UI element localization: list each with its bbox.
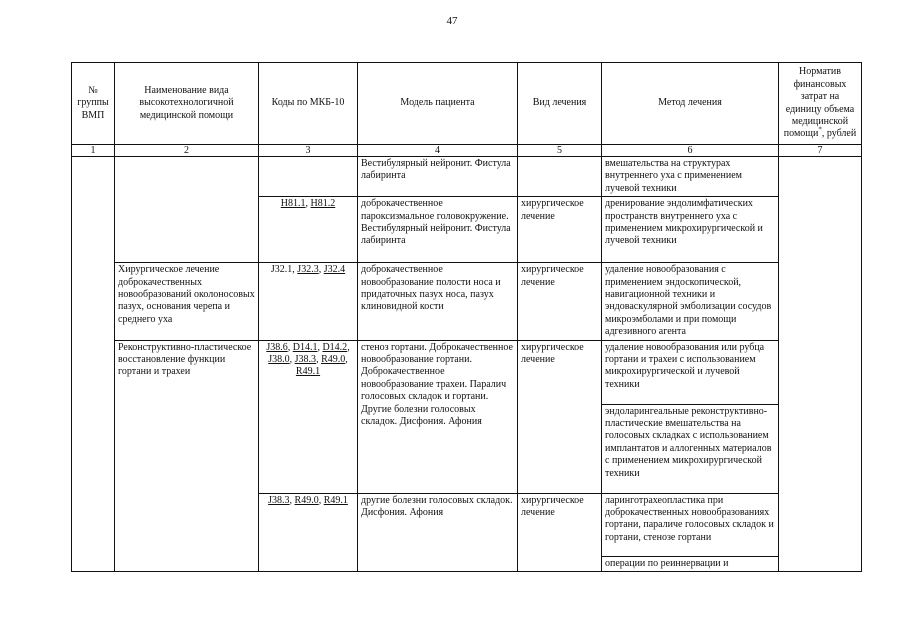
method-cell: ларинготрахеопластика при доброкачественных новообразованиях гортани, параличе голосовых складок и гортани, стенозе гортани: [602, 493, 779, 556]
method-cell: операции по реиннервации и: [602, 556, 779, 571]
treatment-cell: хирургическое лечение: [518, 263, 602, 340]
model-cell: другие болезни голосовых складок. Дисфония. Афония: [358, 493, 518, 571]
icd-code: R49.1: [295, 366, 321, 378]
model-cell: доброкачественное пароксизмальное головокружение. Вестибулярный нейронит. Фистула лабиринта: [358, 197, 518, 263]
codes-cell: J32.1, J32.3, J32.4: [259, 263, 358, 340]
header-treatment: Вид лечения: [518, 63, 602, 145]
icd-code: J32.3: [297, 264, 319, 276]
header-row: [72, 63, 862, 145]
header-norm-text: Норматив финансовых затрат на единицу объема медицинской помощи: [783, 66, 855, 140]
icd-code: D14.2: [322, 341, 348, 353]
column-number: 4: [358, 145, 518, 157]
icd-code: J38.3: [294, 354, 317, 366]
method-cell: дренирование эндолимфатических пространств внутреннего уха с применением микрохирургической и лучевой техники: [602, 197, 779, 263]
header-model: Модель пациента: [358, 63, 518, 145]
table-row: [72, 157, 862, 197]
column-number: 1: [72, 145, 115, 157]
icd-code: H81.2: [310, 198, 336, 210]
method-cell: удаление новообразования или рубца гортани и трахеи с использованием микрохирургической и лучевой техники: [602, 340, 779, 404]
model-cell: доброкачественное новообразование полости носа и придаточных пазух носа, пазух клиновидной кости: [358, 263, 518, 340]
icd-code: J38.3: [268, 494, 290, 506]
method-cell: эндоларингеальные реконструктивно-пластические вмешательства на голосовых складках с использованием имплантатов и аллогенных материалов с применением микрохирургической техники: [602, 404, 779, 493]
table-row: [72, 340, 862, 404]
name-cell: Хирургическое лечение доброкачественных новообразований околоносовых пазух, основания черепа и среднего уха: [115, 263, 259, 340]
header-codes: Коды по МКБ-10: [259, 63, 358, 145]
column-number: 2: [115, 145, 259, 157]
name-cell: Реконструктивно-пластическое восстановление функции гортани и трахеи: [115, 340, 259, 571]
icd-code: D14.1: [292, 341, 318, 353]
codes-cell: H81.1, H81.2: [259, 197, 358, 263]
icd-code: R49.0: [294, 494, 319, 506]
icd-code: J32.4: [323, 264, 346, 276]
name-cell: [115, 157, 259, 263]
treatment-cell: [518, 157, 602, 197]
column-number: 5: [518, 145, 602, 157]
method-cell: удаление новообразования с применением эндоскопической, навигационной техники и эндоваскулярной эмболизации сосудов микроэмболами и при помощи адгезивного агента: [602, 263, 779, 340]
header-norm: [779, 63, 862, 145]
column-number-row: [72, 145, 862, 157]
icd-code: R49.0: [321, 354, 346, 366]
vmp-table: [71, 62, 862, 572]
column-number: 7: [779, 145, 862, 157]
codes-cell: [259, 157, 358, 197]
icd-code: H81.1: [280, 198, 306, 210]
column-number: 3: [259, 145, 358, 157]
treatment-cell: хирургическое лечение: [518, 493, 602, 571]
header-method: Метод лечения: [602, 63, 779, 145]
treatment-cell: хирургическое лечение: [518, 340, 602, 493]
codes-cell: J38.3, R49.0, R49.1: [259, 493, 358, 571]
icd-code: J38.6: [266, 341, 288, 353]
header-norm-unit: , рублей: [821, 128, 857, 140]
header-group: № группы ВМП: [72, 63, 115, 145]
header-norm-footnote-mark: *: [818, 125, 822, 134]
column-number: 6: [602, 145, 779, 157]
group-cell: [72, 157, 115, 572]
icd-code: J38.0: [268, 354, 290, 366]
codes-cell: J38.6, D14.1, D14.2, J38.0, J38.3, R49.0, R49.1: [259, 340, 358, 493]
header-name: Наименование вида высокотехнологичной медицинской помощи: [115, 63, 259, 145]
model-cell: стеноз гортани. Доброкачественное новообразование гортани. Доброкачественное новообразование трахеи. Паралич голосовых складок и гортани. Другие болезни голосовых складок. Дисфония. Афония: [358, 340, 518, 493]
method-cell: вмешательства на структурах внутреннего уха с применением лучевой техники: [602, 157, 779, 197]
treatment-cell: хирургическое лечение: [518, 197, 602, 263]
page-number: 47: [446, 15, 458, 27]
icd-code: R49.1: [323, 494, 348, 506]
model-cell: Вестибулярный нейронит. Фистула лабиринта: [358, 157, 518, 197]
icd-code: J32.1: [270, 264, 293, 276]
norm-cell: [779, 157, 862, 572]
table-row: [72, 263, 862, 340]
